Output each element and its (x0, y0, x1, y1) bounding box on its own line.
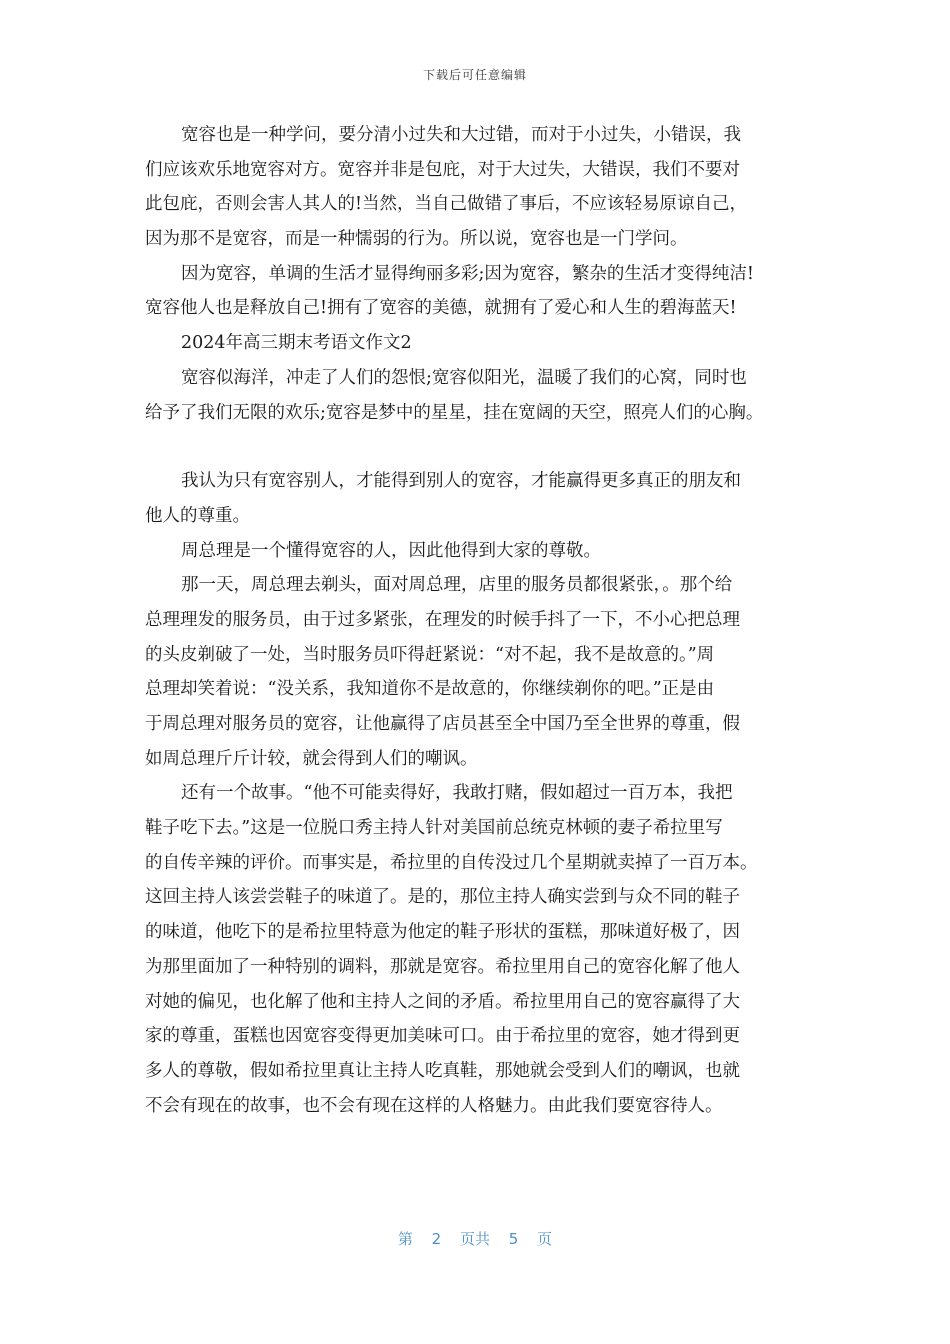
text-line: 对她的偏见，也化解了他和主持人之间的矛盾。希拉里用自己的宽容赢得了大 (145, 991, 740, 1012)
section-heading: 2024年高三期末考语文作文2 (181, 333, 412, 354)
text-line: 因为那不是宽容，而是一种懦弱的行为。所以说，宽容也是一门学问。 (145, 229, 688, 250)
text-line: 鞋子吃下去。”这是一位脱口秀主持人针对美国前总统克林顿的妻子希拉里写 (145, 818, 723, 839)
text-line: 于周总理对服务员的宽容，让他赢得了店员甚至全中国乃至全世界的尊重，假 (145, 714, 740, 734)
page-header-note: 下载后可任意编辑 (422, 68, 527, 82)
text-line: 给予了我们无限的欢乐;宽容是梦中的星星，挂在宽阔的天空，照亮人们的心胸。 (145, 402, 764, 423)
text-line: 宽容似海洋，冲走了人们的怨恨;宽容似阳光，温暖了我们的心窝，同时也 (181, 367, 747, 388)
text-line: 们应该欢乐地宽容对方。宽容并非是包庇，对于大过失，大错误，我们不要对 (145, 159, 740, 180)
text-line: 此包庇，否则会害人其人的!当然，当自己做错了事后，不应该轻易原谅自己， (145, 194, 748, 215)
text-line: 我认为只有宽容别人，才能得到别人的宽容，才能赢得更多真正的朋友和 (181, 471, 741, 492)
text-line: 还有一个故事。“他不可能卖得好，我敢打赌，假如超过一百万本，我把 (181, 783, 733, 804)
page-number-footer: 第 2 页共 5 页 (397, 1230, 553, 1248)
text-line: 多人的尊敬，假如希拉里真让主持人吃真鞋，那她就会受到人们的嘲讽，也就 (145, 1060, 740, 1081)
text-line: 这回主持人该尝尝鞋子的味道了。是的，那位主持人确实尝到与众不同的鞋子 (145, 887, 740, 908)
text-line: 家的尊重，蛋糕也因宽容变得更加美味可口。由于希拉里的宽容，她才得到更 (145, 1026, 740, 1047)
document-body (145, 118, 810, 1123)
text-line: 的自传辛辣的评价。而事实是，希拉里的自传没过几个星期就卖掉了一百万本。 (145, 852, 758, 873)
text-line: 的味道，他吃下的是希拉里特意为他定的鞋子形状的蛋糕，那味道好极了，因 (145, 922, 740, 943)
text-line: 他人的尊重。 (145, 505, 250, 526)
text-line: 宽容也是一种学问，要分清小过失和大过错，而对于小过失，小错误，我 (181, 125, 741, 145)
text-line: 总理理发的服务员，由于过多紧张，在理发的时候手抖了一下，不小心把总理 (145, 609, 740, 630)
text-line: 那一天，周总理去剃头，面对周总理，店里的服务员都很紧张，。那个给 (181, 575, 733, 596)
text-line: 不会有现在的故事，也不会有现在这样的人格魅力。由此我们要宽容待人。 (145, 1095, 723, 1116)
text-line: 为那里面加了一种特别的调料，那就是宽容。希拉里用自己的宽容化解了他人 (145, 956, 740, 977)
text-line: 宽容他人也是释放自己!拥有了宽容的美德，就拥有了爱心和人生的碧海蓝天! (145, 298, 737, 319)
text-line: 如周总理斤斤计较，就会得到人们的嘲讽。 (145, 748, 478, 769)
text-line: 的头皮剃破了一处，当时服务员吓得赶紧说：“对不起，我不是故意的。”周 (145, 644, 715, 665)
text-line: 周总理是一个懂得宽容的人，因此他得到大家的尊敬。 (181, 540, 601, 561)
paragraph-gap (145, 430, 810, 464)
text-line: 因为宽容，单调的生活才显得绚丽多彩;因为宽容，繁杂的生活才变得纯洁! (181, 263, 754, 284)
text-line: 总理却笑着说：“没关系，我知道你不是故意的，你继续剃你的吧。”正是由 (145, 679, 715, 700)
